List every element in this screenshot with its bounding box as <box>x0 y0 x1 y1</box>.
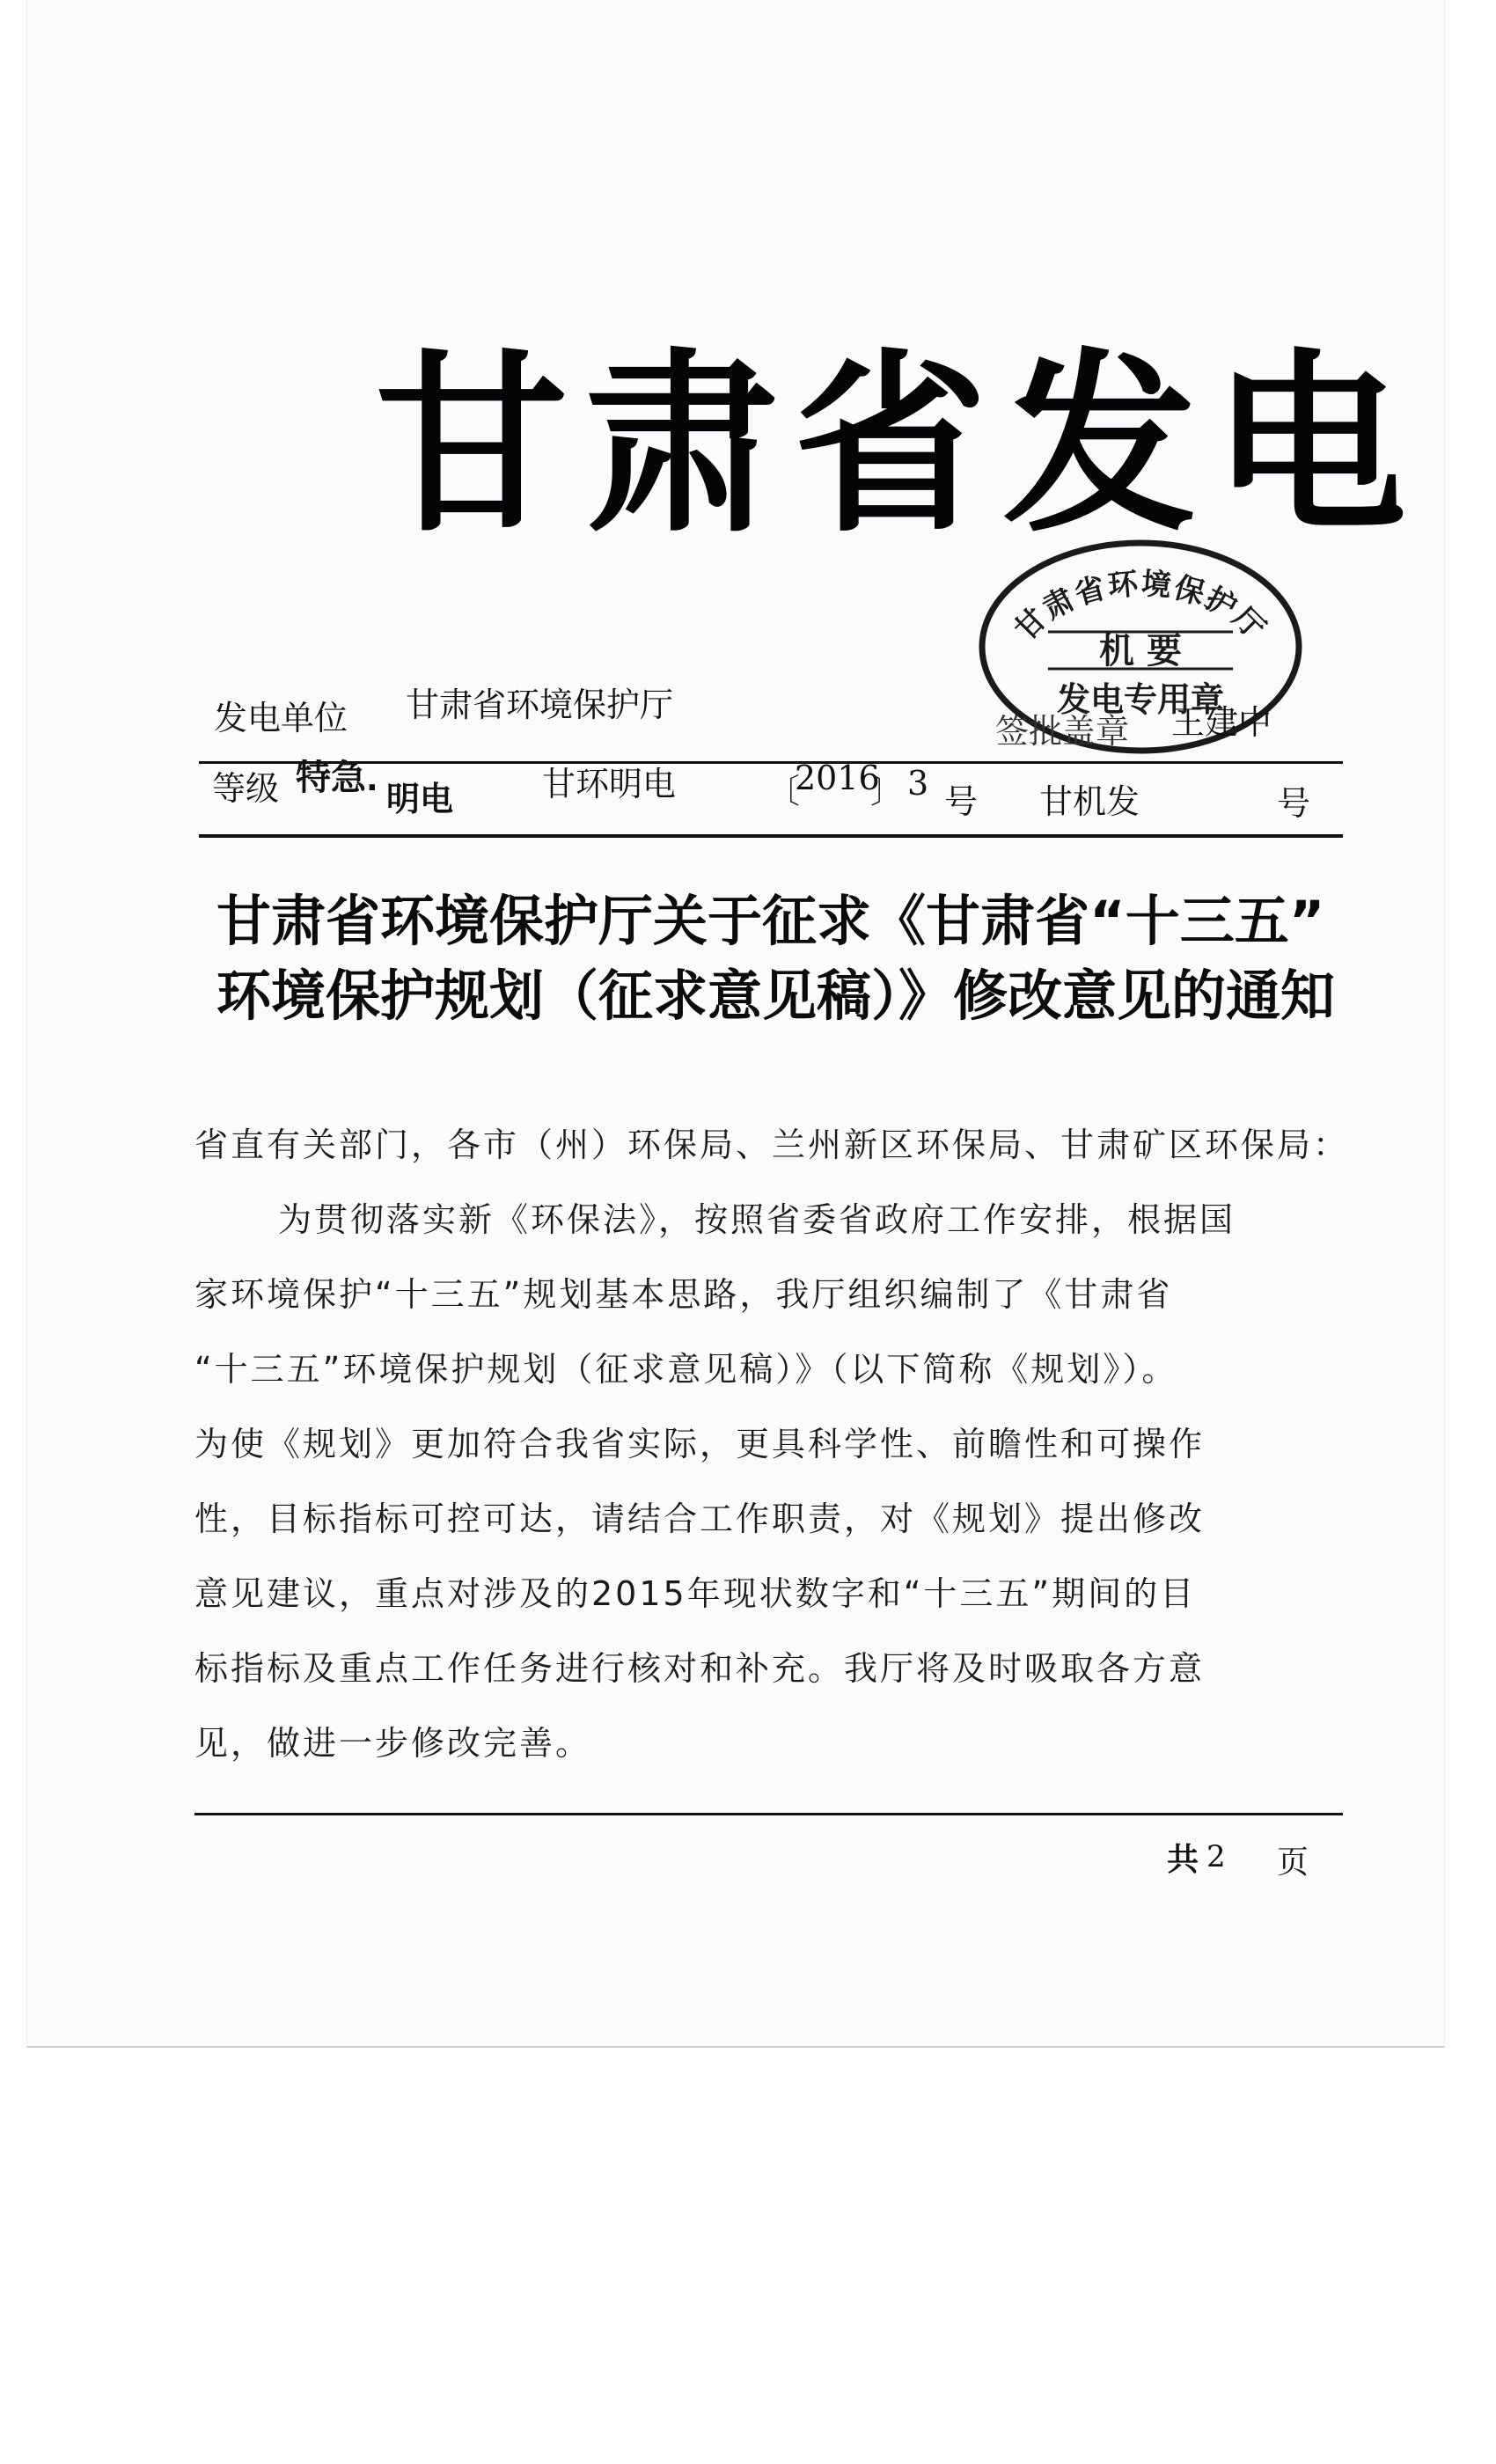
masthead-title: 甘肃省发电 <box>375 330 1423 558</box>
seal-bottom-text: 发电专用章 <box>1056 680 1225 719</box>
document-title-line-2: 环境保护规划（征求意见稿）》修改意见的通知 <box>216 964 1336 1028</box>
level-label: 等级 <box>212 769 280 808</box>
body-line-4: 为使《规划》更加符合我省实际，更具科学性、前瞻性和可操作 <box>194 1425 1206 1463</box>
telegram-type: 明电 <box>386 780 454 818</box>
seal-middle-text: 机 要 <box>1099 631 1182 671</box>
doc-number: 3 <box>907 764 929 803</box>
body-line-8: 见，做进一步修改完善。 <box>194 1724 592 1763</box>
issuer-value: 甘肃省环境保护厅 <box>406 686 674 724</box>
footer-total-label: 共 <box>1167 1842 1199 1878</box>
addressee: 省直有关部门，各市（州）环保局、兰州新区环保局、甘肃矿区环保局： <box>194 1126 1350 1164</box>
footer-rule <box>194 1813 1343 1815</box>
doc-year-close: 〕 <box>870 772 905 810</box>
body-line-5: 性，目标指标可控可达，请结合工作职责，对《规划》提出修改 <box>194 1500 1206 1538</box>
signer-label: 签批盖章 <box>995 712 1130 751</box>
header-rule-bottom <box>199 834 1343 838</box>
footer-page-label: 页 <box>1277 1844 1309 1881</box>
jifa-label: 甘机发 <box>1039 782 1140 821</box>
doc-year-open: 〔 <box>766 772 801 810</box>
level-value: 特急 <box>296 758 366 798</box>
signer-value: 王建中 <box>1171 703 1272 742</box>
body-line-7: 标指标及重点工作任务进行核对和补充。我厅将及时吸取各方意 <box>194 1649 1206 1688</box>
doc-prefix: 甘环明电 <box>542 765 677 803</box>
body-line-6: 意见建议，重点对涉及的2015年现状数字和“十三五”期间的目 <box>194 1574 1197 1613</box>
doc-number-suffix: 号 <box>944 782 979 821</box>
level-dot: · <box>366 770 378 806</box>
body-line-2: 家环境保护“十三五”规划基本思路，我厅组织编制了《甘肃省 <box>194 1275 1173 1314</box>
body-line-3: “十三五”环境保护规划（征求意见稿）》（以下简称《规划》）。 <box>194 1350 1178 1389</box>
document-title-line-1: 甘肃省环境保护厅关于征求《甘肃省“十三五” <box>216 889 1325 953</box>
jifa-suffix: 号 <box>1277 784 1311 823</box>
document-page <box>26 0 1445 2048</box>
footer-total-pages: 2 <box>1206 1839 1226 1874</box>
issuer-label: 发电单位 <box>214 699 348 737</box>
seal-arc-text: 甘肃省环境保护厅 <box>1008 566 1273 648</box>
body-line-1: 为贯彻落实新《环保法》，按照省委省政府工作安排，根据国 <box>278 1200 1236 1239</box>
doc-year: 2016 <box>795 759 880 797</box>
